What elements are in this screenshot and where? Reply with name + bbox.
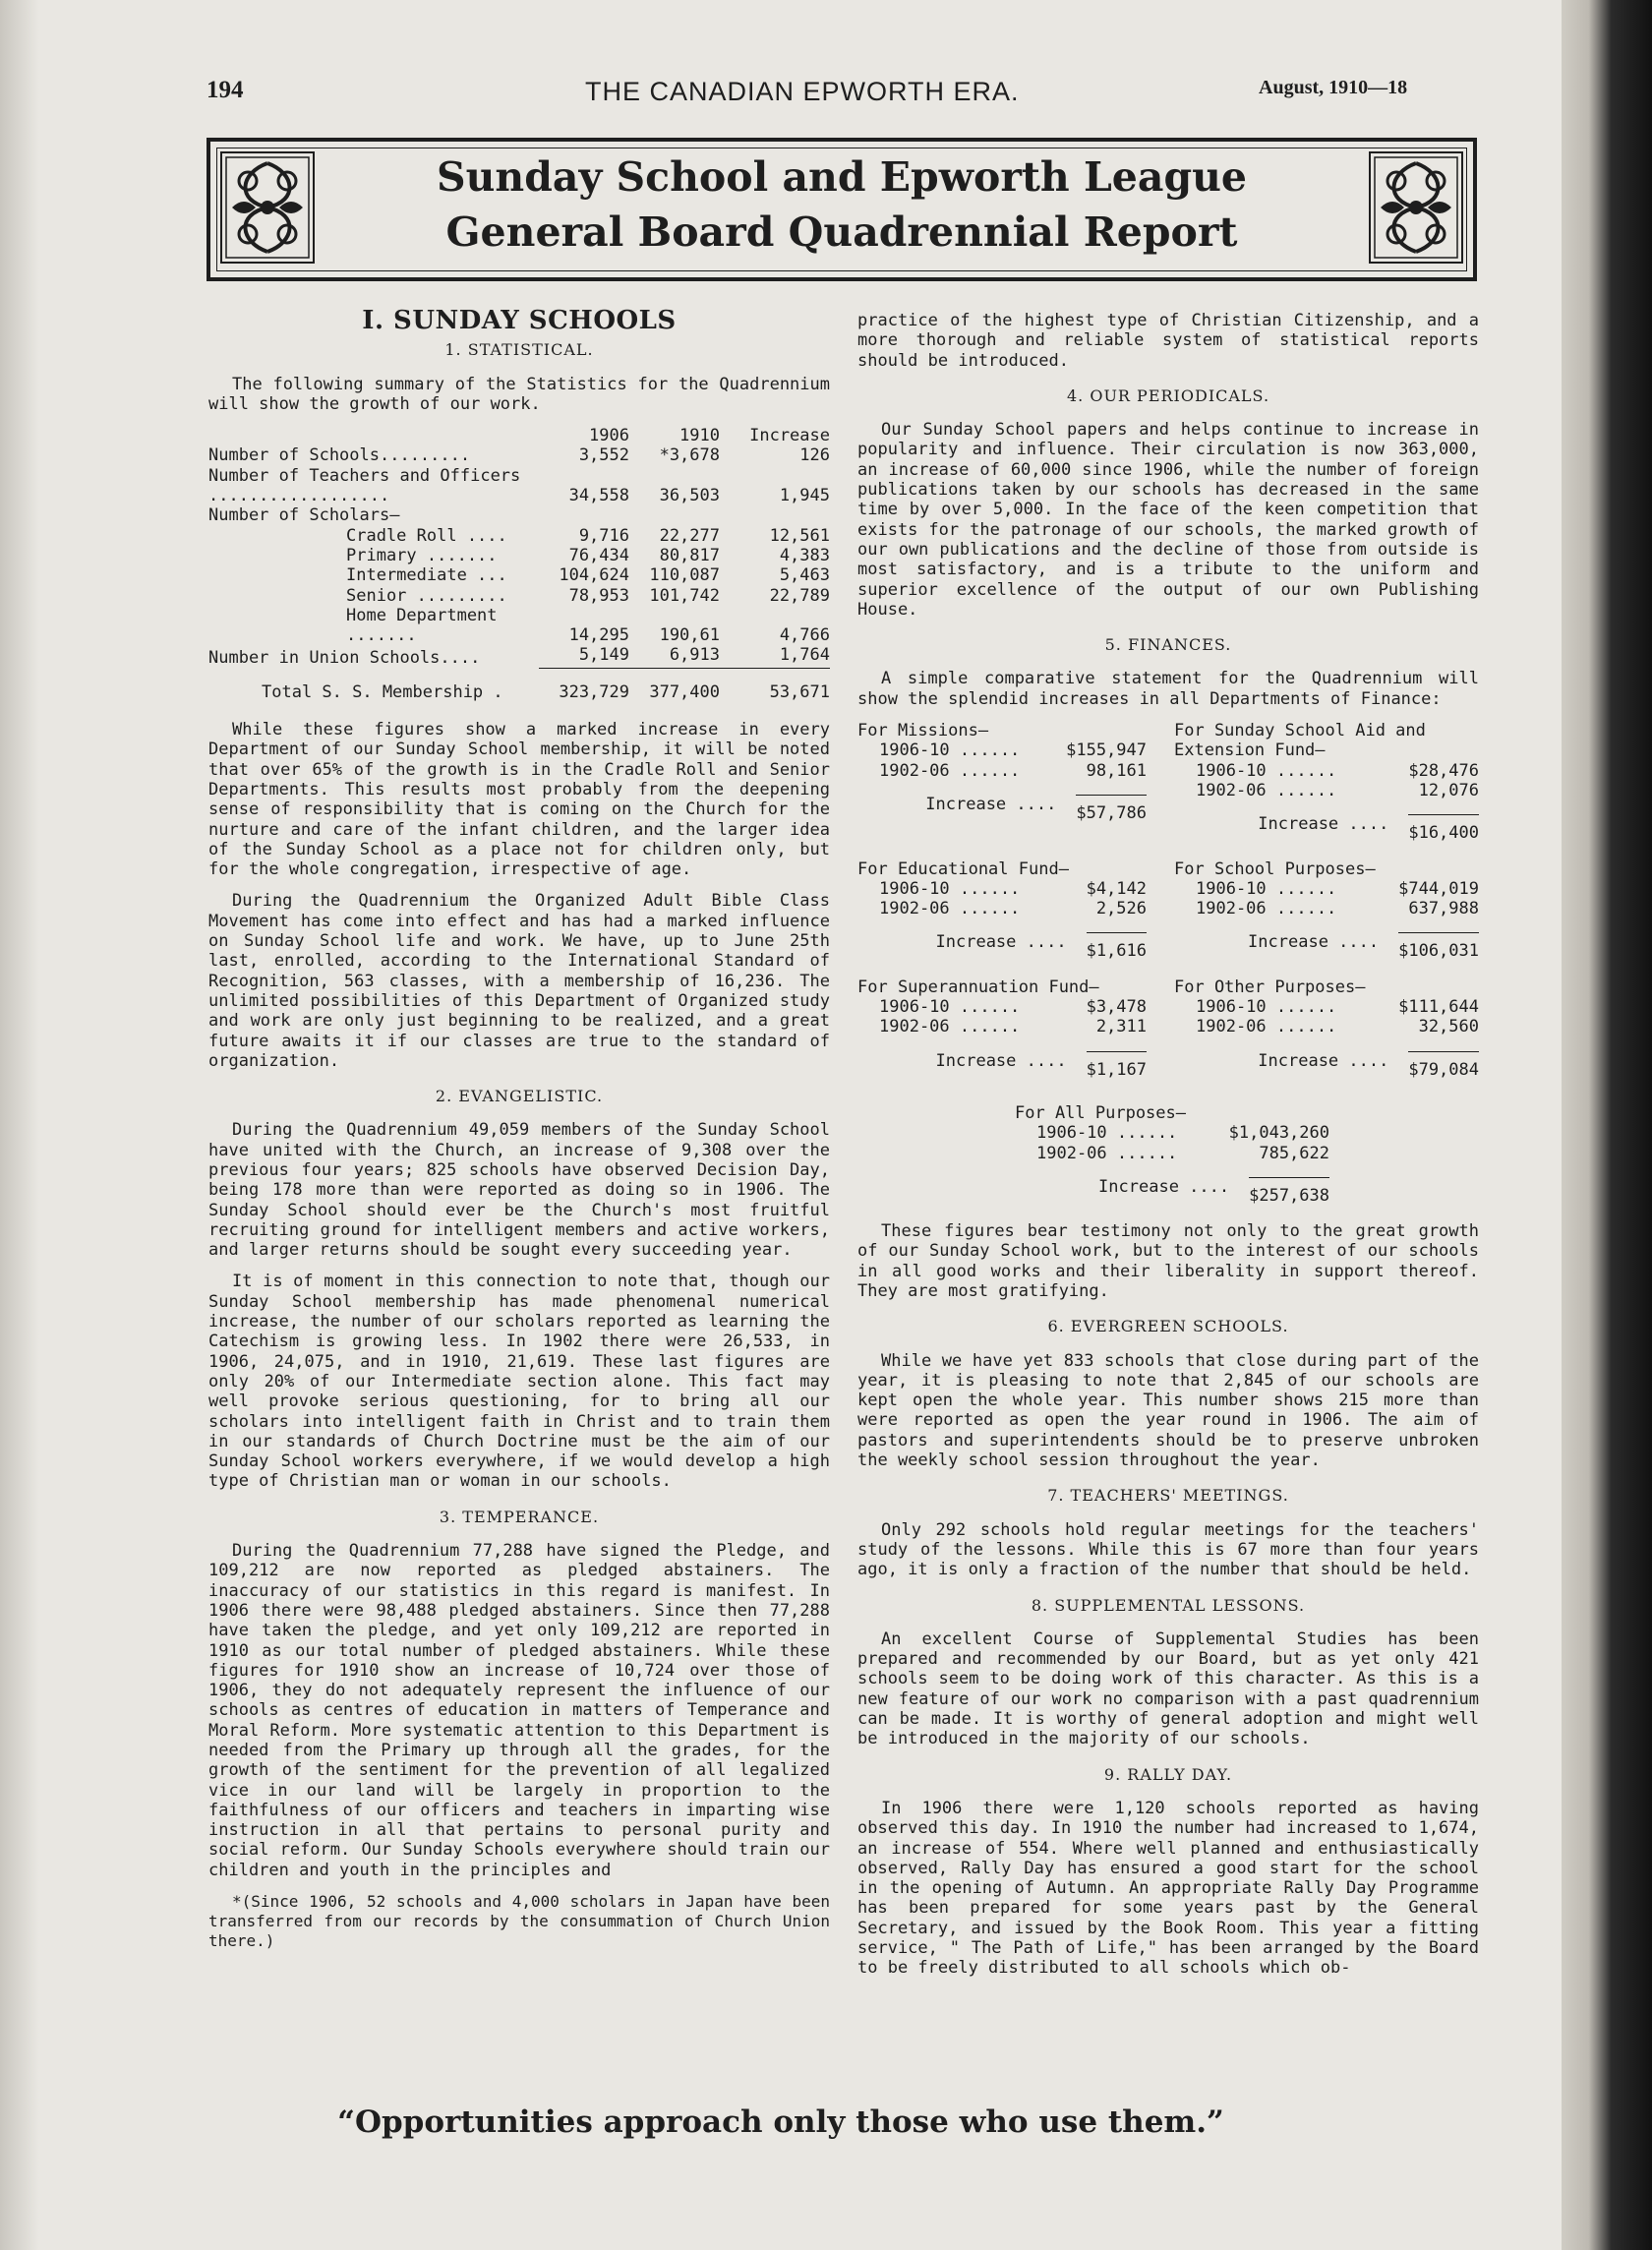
banner-title — [210, 149, 1473, 260]
right-column — [857, 311, 1479, 1990]
fund-name: For All Purposes— — [1015, 1102, 1186, 1123]
fund-amount: $4,142 — [1086, 878, 1147, 899]
table-row — [208, 546, 830, 565]
column-header-increase: Increase — [749, 426, 830, 446]
cell-1910: 22,277 — [659, 525, 720, 546]
paragraph: Only 292 schools hold regular meetings for the teachers' study of the lessons. While this is 67 more than four years ago, it is only a fraction of the number that should be held. — [857, 1519, 1479, 1580]
fund-increase-label: Increase .... — [1098, 1176, 1230, 1197]
cell-1910: 190,61 — [659, 625, 720, 646]
banner-title-line-2: General Board Quadrennial Report — [445, 208, 1238, 256]
paragraph: A simple comparative statement for the Quadrennium will show the splendid increases in all Departments of Finance: — [857, 669, 1479, 709]
cell-increase: 4,383 — [779, 545, 830, 565]
fund-amount: 2,311 — [1095, 1017, 1147, 1037]
issue-date: August, 1910—18 — [1259, 77, 1408, 98]
paragraph: During the Quadrennium the Organized Adult Bible Class Movement has come into effect and has had a marked influence on Sunday School life and work. We have, up to June 25th last, enrolled, according to the International Standard of Recognition, 563 classes, with a membership of 16,236. The unlimited possibilities of this Department of Organized study and work are only just beginning to be realized, and a great future awaits it if our classes are true to the standard of organization. — [208, 891, 830, 1071]
fund-amount: $1,043,260 — [1228, 1123, 1329, 1144]
cell-increase: 126 — [799, 445, 830, 466]
subheading-finances: 5. FINANCES. — [1104, 635, 1232, 655]
fund-increase-label: Increase .... — [1258, 814, 1389, 835]
cell-1910: *3,678 — [659, 445, 720, 466]
fund-amount: 32,560 — [1418, 1017, 1479, 1037]
fund-block — [857, 721, 1174, 843]
row-label: Number of Schools......... — [208, 445, 471, 466]
fund-increase-label: Increase .... — [925, 794, 1057, 814]
page-number: 194 — [206, 77, 244, 103]
statistics-table — [208, 426, 830, 702]
subheading-evergreen-schools: 6. EVERGREEN SCHOOLS. — [1047, 1317, 1289, 1336]
row-label: Number in Union Schools.... — [208, 647, 481, 668]
cell-1910: 36,503 — [659, 486, 720, 506]
journal-title: THE CANADIAN EPWORTH ERA. — [585, 77, 1020, 106]
banner-title-line-1: Sunday School and Epworth League — [436, 153, 1248, 201]
footer-quote: “Opportunities approach only those who use them.” — [337, 2104, 1224, 2140]
row-label: Number of Teachers and Officers .................. — [208, 465, 521, 506]
subheading-rally-day: 9. RALLY DAY. — [1103, 1764, 1233, 1784]
cell-1910: 101,742 — [649, 585, 720, 606]
finance-statement — [857, 721, 1479, 1095]
fund-increase: $1,167 — [1087, 1051, 1147, 1080]
paragraph: While these figures show a marked increase in every Department of our Sunday School membership, it will be noted that over 65% of the growth is in the Cradle Roll and Senior Departments. This results most probably from the deepening sense of responsibility that is coming on the Church for the nurture and care of the infant children, and the larger idea of the Sunday School as a place not for children only, but for the whole congregation, irrespective of age. — [208, 720, 830, 880]
fund-block — [857, 859, 1174, 962]
fund-name: For Other Purposes— — [1174, 977, 1366, 997]
total-increase: 53,671 — [769, 681, 830, 702]
cell-increase: 12,561 — [769, 525, 830, 546]
table-header-row — [208, 426, 830, 445]
paragraph: During the Quadrennium 77,288 have signed the Pledge, and 109,212 are now reported as pledged abstainers. The inaccuracy of our statistics in this regard is manifest. In 1906 there were 98,488 pledged abstainers. Since then 77,288 have taken the pledge, and yet only 109,212 are reported in 1910 as our total number of pledged abstainers. While these figures for 1910 show an increase of 10,724 over those of 1906, they do not adequately represent the influence of our schools as centres of education in matters of Temperance and Moral Reform. More systematic attention to this Department is needed from the Primary up through all the grades, for the growth of the sentiment for the prevention of all legalized vice in our land will be largely in proportion to the faithfulness of our officers and teachers in imparting wise instruction in all that pertains to personal purity and social reform. Our Sunday Schools everywhere should train our children and youth in the principles and — [208, 1541, 830, 1880]
fund-period: 1902-06 ...... — [1196, 899, 1337, 919]
subheading-supplemental-lessons: 8. SUPPLEMENTAL LESSONS. — [1031, 1595, 1306, 1615]
row-label: Cradle Roll .... — [346, 525, 507, 546]
running-header — [0, 77, 1562, 116]
footnote: *(Since 1906, 52 schools and 4,000 scholars in Japan have been transferred from our records by the consummation of Church Union there.) — [208, 1892, 830, 1951]
fund-amount: 98,161 — [1086, 760, 1147, 781]
paragraph: These figures bear testimony not only to the great growth of our Sunday School work, but to the interest of our schools in all good works and their liberality in support thereof. They are most gratifying. — [857, 1221, 1479, 1301]
paragraph: An excellent Course of Supplemental Studies has been prepared and recommended by our Board, but as yet only 421 schools seem to be doing work of this character. As this is a new feature of our work no comparison with a past quadrennium can be made. It is worthy of general adoption and might well be introduced in the majority of our schools. — [857, 1628, 1479, 1749]
fund-amount: 785,622 — [1259, 1143, 1329, 1163]
cell-increase: 1,945 — [779, 486, 830, 506]
cell-increase: 4,766 — [779, 625, 830, 646]
fund-amount: $3,478 — [1086, 997, 1147, 1018]
table-row — [208, 586, 830, 606]
fund-increase: $106,031 — [1398, 932, 1479, 961]
fund-amount: 2,526 — [1095, 899, 1147, 919]
fund-amount: $28,476 — [1408, 760, 1479, 781]
cell-1906: 5,149 — [539, 645, 629, 668]
row-label: Intermediate ... — [346, 565, 507, 586]
paragraph-continued: practice of the highest type of Christian Citizenship, and a more thorough and reliable system of statistical reports should be introduced. — [857, 311, 1479, 371]
fund-period: 1902-06 ...... — [1196, 1017, 1337, 1037]
paragraph: It is of moment in this connection to note that, though our Sunday School membership has made phenomenal numerical increase, the number of our scholars reported as learning the Catechism is growing less. In 1902 there were 26,533, in 1906, 24,075, and in 1910, 21,619. These last figures are only 20% of our Intermediate section alone. This fact may well provoke serious questioning, for to bring all our scholars into intelligent faith in Christ and to train them in our standards of Church Doctrine must be the aim of our Sunday School workers everywhere, if we would develop a high type of Christian man or woman in our schools. — [208, 1272, 830, 1492]
fund-amount: 12,076 — [1418, 780, 1479, 800]
cell-1906: 34,558 — [568, 486, 629, 506]
cell-increase: 5,463 — [779, 565, 830, 586]
page-gutter — [0, 0, 39, 2250]
fund-increase-label: Increase .... — [935, 1050, 1067, 1071]
table-row — [208, 606, 830, 646]
fund-period: 1902-06 ...... — [879, 899, 1021, 919]
fund-period: 1902-06 ...... — [879, 760, 1021, 781]
paragraph: The following summary of the Statistics for the Quadrennium will show the growth of our work. — [208, 374, 830, 414]
fund-period: 1906-10 ...... — [879, 878, 1021, 899]
fund-amount: $155,947 — [1066, 740, 1147, 761]
row-label: Primary ....... — [346, 545, 498, 565]
column-header-1910: 1910 — [679, 426, 720, 446]
table-row — [208, 505, 830, 525]
column-header-1906: 1906 — [589, 426, 629, 446]
total-row — [208, 668, 830, 702]
fund-block — [1174, 859, 1479, 962]
cell-1906: 3,552 — [578, 445, 629, 466]
report-title-banner — [206, 138, 1477, 281]
fund-period: 1906-10 ...... — [1036, 1123, 1178, 1144]
section-heading-sunday-schools: I. SUNDAY SCHOOLS — [362, 306, 677, 335]
paragraph: Our Sunday School papers and helps continue to increase in popularity and influence. Their circulation is now 363,000, an increase of 60,000 since 1906, while the number of foreign publications taken by our schools has decreased in the same time by over 5,000. In the face of the keen competition that exists for the patronage of our schools, the marked growth of our own publications and the decline of those from outside is most satisfactory, and is a tribute to the uniform and superior excellence of the output of our own Publishing House. — [857, 420, 1479, 620]
book-spine — [1562, 0, 1652, 2250]
fund-increase: $79,084 — [1408, 1051, 1479, 1080]
row-label: Senior ......... — [346, 585, 507, 606]
total-1910: 377,400 — [649, 681, 720, 702]
row-label: Home Department ....... — [346, 605, 498, 646]
subheading-temperance: 3. TEMPERANCE. — [439, 1507, 600, 1526]
table-row — [208, 466, 830, 506]
fund-increase-label: Increase .... — [1258, 1050, 1389, 1071]
fund-name: For Sunday School Aid and Extension Fund— — [1174, 721, 1426, 761]
fund-increase: $57,786 — [1076, 795, 1147, 823]
left-column — [208, 306, 830, 1963]
fund-block-all-purposes — [1015, 1103, 1329, 1206]
fund-amount: $111,644 — [1398, 997, 1479, 1018]
table-row — [208, 645, 830, 668]
total-label: Total S. S. Membership . — [262, 681, 503, 702]
cell-1906: 76,434 — [568, 545, 629, 565]
fund-period: 1906-10 ...... — [1196, 997, 1337, 1018]
fund-period: 1906-10 ...... — [1196, 760, 1337, 781]
fund-period: 1902-06 ...... — [879, 1017, 1021, 1037]
cell-1910: 80,817 — [659, 545, 720, 565]
fund-increase: $1,616 — [1087, 932, 1147, 961]
cell-1910: 6,913 — [629, 645, 720, 668]
fund-period: 1906-10 ...... — [1196, 878, 1337, 899]
fund-increase-label: Increase .... — [1248, 932, 1380, 953]
cell-increase: 22,789 — [769, 585, 830, 606]
total-1906: 323,729 — [559, 681, 629, 702]
fund-period: 1906-10 ...... — [879, 740, 1021, 761]
fund-name: For Superannuation Fund— — [857, 977, 1099, 997]
fund-amount: $744,019 — [1398, 878, 1479, 899]
cell-1906: 9,716 — [578, 525, 629, 546]
cell-1910: 110,087 — [649, 565, 720, 586]
fund-period: 1902-06 ...... — [1196, 780, 1337, 800]
fund-block — [1174, 721, 1479, 843]
cell-1906: 14,295 — [568, 625, 629, 646]
fund-block — [857, 977, 1174, 1080]
fund-name: For Missions— — [857, 721, 989, 741]
subheading-statistical: 1. STATISTICAL. — [444, 340, 594, 360]
fund-period: 1906-10 ...... — [879, 997, 1021, 1018]
fund-name: For School Purposes— — [1174, 859, 1376, 879]
table-row — [208, 445, 830, 465]
subheading-evangelistic: 2. EVANGELISTIC. — [435, 1087, 604, 1106]
paragraph: During the Quadrennium 49,059 members of the Sunday School have united with the Church, an increase of 9,308 over the previous four years; 825 schools have observed Decision Day, being 178 more than were reported as doing so in 1906. The Sunday School should ever be the Church's most fruitful recruiting ground for intelligent members and active workers, and larger returns should be sought every succeeding year. — [208, 1120, 830, 1261]
table-row — [208, 526, 830, 546]
cell-1906: 78,953 — [568, 585, 629, 606]
row-label: Number of Scholars— — [208, 505, 400, 526]
table-row — [208, 565, 830, 585]
fund-period: 1902-06 ...... — [1036, 1143, 1178, 1163]
paragraph: While we have yet 833 schools that close during part of the year, it is pleasing to note that 2,845 of our schools are kept open the whole year. This number shows 215 more than were reported as open the year round in 1906. The aim of pastors and superintendents should be to preserve unbroken the weekly school session throughout the year. — [857, 1350, 1479, 1471]
fund-increase: $16,400 — [1408, 814, 1479, 843]
cell-increase: 1,764 — [720, 645, 830, 668]
cell-1906: 104,624 — [559, 565, 629, 586]
fund-increase-label: Increase .... — [935, 932, 1067, 953]
subheading-teachers-meetings: 7. TEACHERS' MEETINGS. — [1047, 1486, 1289, 1506]
paragraph: In 1906 there were 1,120 schools reported as having observed this day. In 1910 the number had increased to 1,674, an increase of 554. Where well planned and enthusiastically observed, Rally Day has ensured a good start for the school in the opening of Autumn. An appropriate Rally Day Programme has been prepared for some years past by the General Secretary, and issued by the Book Room. This year a fitting service, " The Path of Life," has been arranged by the Board to be freely distributed to all schools which ob- — [857, 1798, 1479, 1979]
subheading-periodicals: 4. OUR PERIODICALS. — [1066, 385, 1270, 405]
fund-name: For Educational Fund— — [857, 859, 1069, 879]
fund-amount: 637,988 — [1408, 899, 1479, 919]
fund-increase: $257,638 — [1249, 1177, 1329, 1206]
fund-block — [1174, 977, 1479, 1080]
